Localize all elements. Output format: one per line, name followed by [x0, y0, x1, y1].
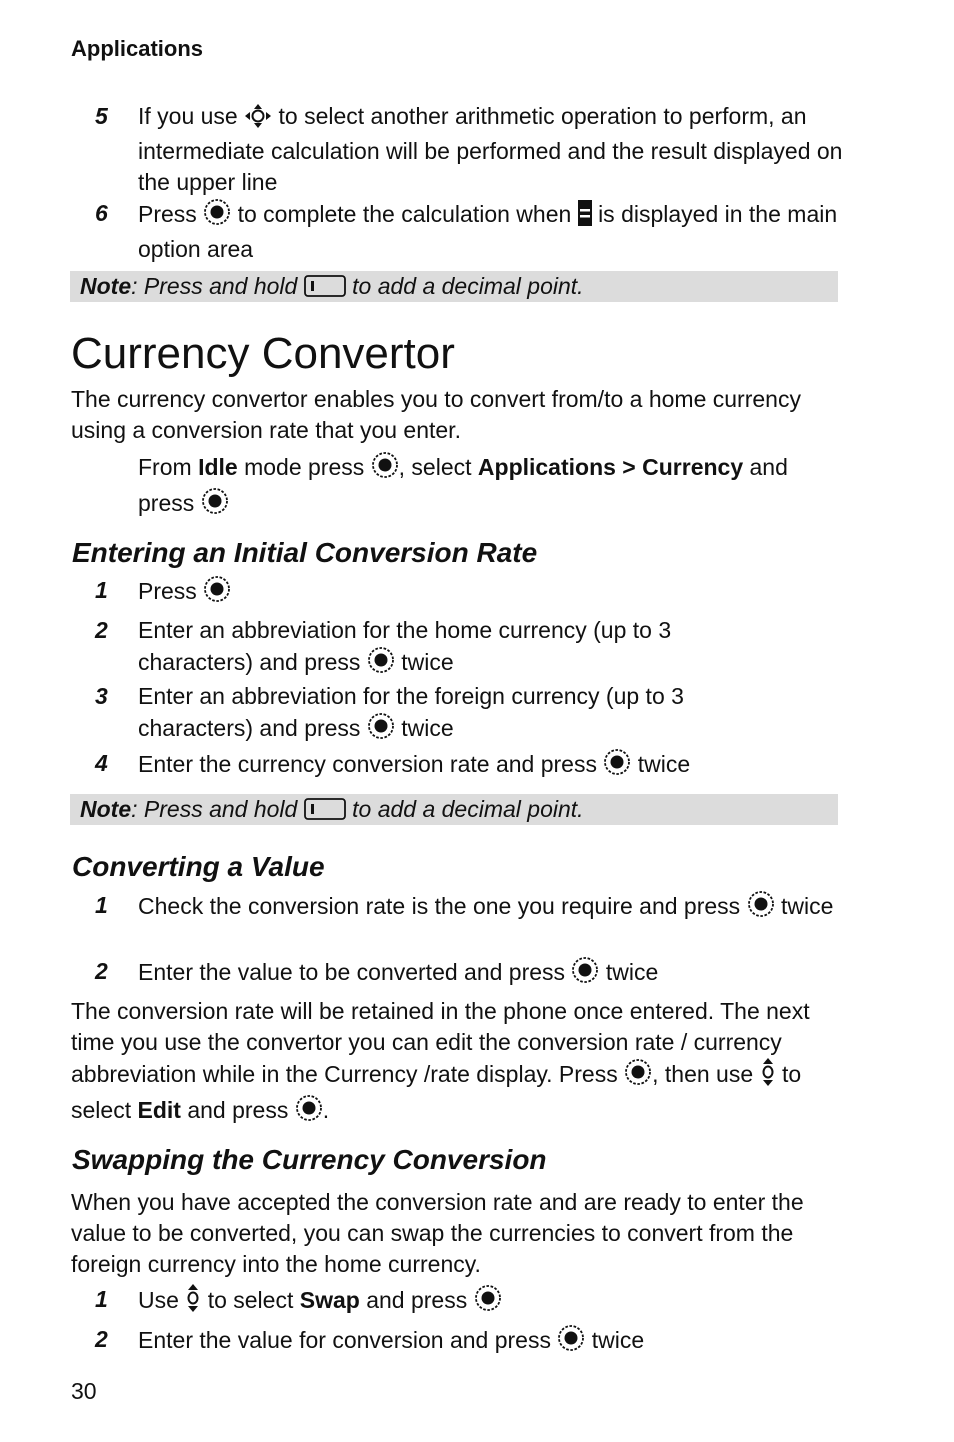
select-key-icon: [474, 1284, 502, 1320]
select-key-icon: [747, 890, 775, 926]
step-text: twice: [401, 715, 454, 741]
access-instructions: [138, 451, 818, 523]
body-paragraph: When you have accepted the conversion rate and are ready to enter the value to be converted, you can swap the currencies to convert from the foreign currency into the home currency.: [71, 1189, 804, 1277]
step-number: 1: [95, 892, 108, 918]
select-key-icon: [367, 646, 395, 682]
note-label: Note: [80, 273, 132, 299]
edit-label: Edit: [137, 1097, 181, 1123]
step-text: Enter an abbreviation for the home currency (up to 3 characters) and press: [138, 617, 672, 675]
step-text: is displayed in the main option area: [138, 201, 838, 262]
step-number: 2: [95, 958, 108, 984]
step-text: twice: [591, 1327, 645, 1353]
access-text: and press: [138, 454, 788, 516]
access-text: , select: [398, 454, 472, 480]
select-key-icon: [203, 198, 231, 234]
step-text: Press: [138, 578, 197, 604]
step-text: to complete the calculation when: [237, 201, 572, 227]
step-text: Check the conversion rate is the one you require and press: [138, 893, 741, 919]
step-text: twice: [401, 649, 454, 675]
step-number: 1: [95, 1286, 108, 1312]
menu-path: Applications > Currency: [477, 454, 744, 480]
intro-paragraph: The currency convertor enables you to convert from/to a home currency using a conversion rate that you enter.: [71, 386, 801, 443]
select-key-icon: [603, 748, 631, 784]
step-number: 5: [95, 103, 108, 129]
select-key-icon: [557, 1324, 585, 1360]
note-label: Note: [80, 796, 132, 822]
body-paragraph: [71, 996, 841, 1130]
running-header: Applications: [71, 36, 204, 61]
up-down-navigation-icon: [760, 1058, 776, 1094]
four-way-navigation-icon: [244, 104, 272, 136]
page-title: Currency Convertor: [71, 329, 455, 378]
step-text: Enter the value to be converted and press: [138, 959, 566, 985]
note-text: to add a decimal point.: [352, 273, 584, 299]
step-text: If you use: [138, 103, 238, 129]
select-key-icon: [624, 1058, 652, 1094]
step-number: 4: [95, 750, 108, 776]
note-text: : Press and hold: [131, 796, 298, 822]
step-text: twice: [605, 959, 659, 985]
step-number: 2: [95, 1326, 108, 1352]
step-number: 2: [95, 617, 108, 643]
step-text: twice: [637, 751, 691, 777]
equals-icon: [578, 200, 592, 234]
note-text: to add a decimal point.: [352, 796, 584, 822]
select-key-icon: [371, 451, 399, 487]
select-key-icon: [201, 487, 229, 523]
step-text: Enter the value for conversion and press: [138, 1327, 551, 1353]
step-number: 3: [95, 683, 108, 709]
access-text: mode press: [244, 454, 365, 480]
decimal-point-key-icon: [304, 274, 346, 306]
select-key-icon: [571, 956, 599, 992]
step-text: Press: [138, 201, 197, 227]
paragraph-text: , then use: [652, 1061, 754, 1087]
decimal-point-key-icon: [304, 797, 346, 829]
step-text: twice: [780, 893, 834, 919]
note-text: : Press and hold: [131, 273, 298, 299]
step-text: and press: [366, 1287, 468, 1313]
note-box: [70, 794, 838, 825]
section-heading: Converting a Value: [72, 851, 325, 882]
step-number: 1: [95, 577, 108, 603]
swap-label: Swap: [299, 1287, 360, 1313]
access-text: From: [138, 454, 192, 480]
up-down-navigation-icon: [185, 1284, 201, 1320]
step-number: 6: [95, 200, 108, 226]
select-key-icon: [367, 712, 395, 748]
step-text: Use: [138, 1287, 179, 1313]
section-heading: Swapping the Currency Conversion: [72, 1144, 547, 1175]
note-box: [70, 271, 838, 302]
paragraph-text: and press: [187, 1097, 289, 1123]
idle-mode-label: Idle: [198, 454, 238, 480]
step-text: Enter an abbreviation for the foreign currency (up to 3 characters) and press: [138, 683, 684, 741]
select-key-icon: [203, 575, 231, 611]
paragraph-text: to select: [71, 1061, 802, 1123]
page-number: 30: [71, 1378, 97, 1404]
step-text: Enter the currency conversion rate and press: [138, 751, 597, 777]
step-text: to select: [207, 1287, 294, 1313]
paragraph-text: .: [322, 1097, 330, 1123]
paragraph-text: The conversion rate will be retained in the phone once entered. The next time you use the convertor you can edit the conversion rate / currency abbreviation while in the Currency /rate display. Press: [71, 998, 810, 1087]
select-key-icon: [295, 1094, 323, 1130]
section-heading: Entering an Initial Conversion Rate: [72, 537, 538, 568]
step-text: to select another arithmetic operation to perform, an intermediate calculation will be performed and the result displayed on the upper line: [138, 103, 843, 195]
